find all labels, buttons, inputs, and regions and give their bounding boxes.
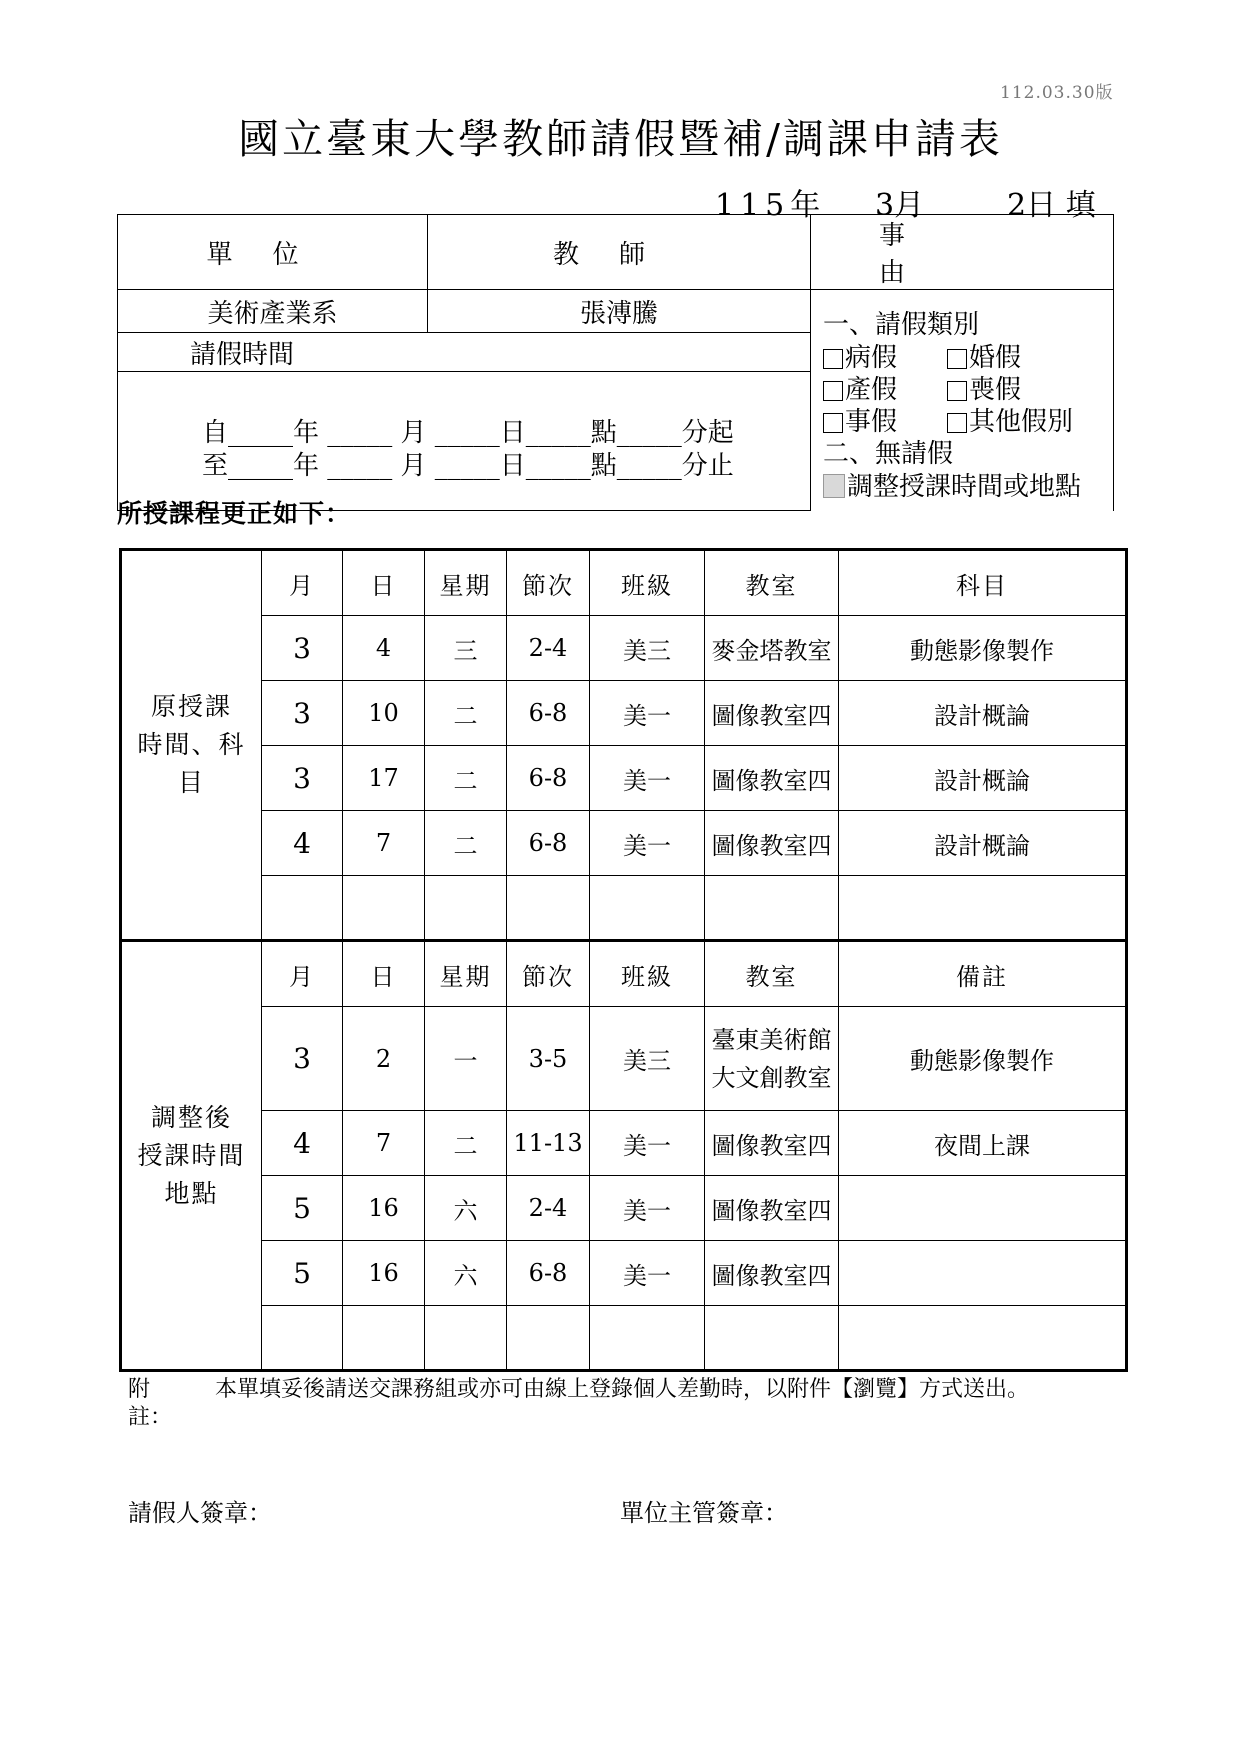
date-year: 115年 xyxy=(715,188,827,223)
class-cell: 美一 xyxy=(590,1111,705,1176)
subject-cell: 設計概論 xyxy=(839,681,1127,746)
applicant-signature-label: 請假人簽章： xyxy=(128,1500,272,1527)
period-cell: 2-4 xyxy=(507,1176,590,1241)
empty-cell[interactable] xyxy=(343,876,425,941)
table-row xyxy=(121,746,1127,811)
day-cell: 7 xyxy=(343,811,425,876)
date-day: 2日 填 xyxy=(1007,188,1096,223)
col-room-header: 教室 xyxy=(705,550,839,616)
period-cell: 2-4 xyxy=(507,616,590,681)
room-cell: 圖像教室四 xyxy=(705,811,839,876)
weekday-cell: 二 xyxy=(425,681,507,746)
room-cell: 圖像教室四 xyxy=(705,1241,839,1306)
leave-type-heading: 一、請假類別 xyxy=(823,310,980,340)
period-cell: 6-8 xyxy=(507,1241,590,1306)
period-cell: 6-8 xyxy=(507,811,590,876)
note-label-top: 附 xyxy=(128,1376,151,1401)
class-cell: 美一 xyxy=(590,811,705,876)
month-cell: 5 xyxy=(262,1176,343,1241)
note-cell xyxy=(839,1241,1127,1306)
empty-cell[interactable] xyxy=(262,1306,343,1371)
room-cell: 圖像教室四 xyxy=(705,1176,839,1241)
weekday-cell: 二 xyxy=(425,1111,507,1176)
class-cell: 美一 xyxy=(590,1241,705,1306)
day-cell: 16 xyxy=(343,1241,425,1306)
course-change-table xyxy=(119,548,1128,1372)
col-class-header: 班級 xyxy=(590,941,705,1007)
empty-cell[interactable] xyxy=(507,876,590,941)
sick-leave-checkbox[interactable]: 病假 xyxy=(823,343,897,373)
month-cell: 3 xyxy=(262,746,343,811)
empty-cell[interactable] xyxy=(343,1306,425,1371)
date-month: 3月 xyxy=(875,188,925,223)
month-cell: 5 xyxy=(262,1241,343,1306)
col-class-header: 班級 xyxy=(590,550,705,616)
table-row xyxy=(121,681,1127,746)
month-cell: 4 xyxy=(262,811,343,876)
adjust-schedule-checkbox[interactable]: 調整授課時間或地點 xyxy=(823,472,1081,502)
room-cell: 圖像教室四 xyxy=(705,746,839,811)
day-cell: 7 xyxy=(343,1111,425,1176)
adjusted-section xyxy=(121,941,1127,1371)
empty-cell[interactable] xyxy=(425,876,507,941)
day-cell: 17 xyxy=(343,746,425,811)
page-title: 國立臺東大學教師請假暨補/調課申請表 xyxy=(238,115,1003,163)
weekday-cell: 二 xyxy=(425,811,507,876)
empty-row xyxy=(121,876,1127,941)
col-period-header: 節次 xyxy=(507,550,590,616)
subject-cell: 設計概論 xyxy=(839,811,1127,876)
subject-cell: 設計概論 xyxy=(839,746,1127,811)
weekday-cell: 三 xyxy=(425,616,507,681)
col-month-header: 月 xyxy=(262,550,343,616)
no-leave-heading: 二、無請假 xyxy=(823,439,954,469)
room-cell: 圖像教室四 xyxy=(705,1111,839,1176)
section-subtitle: 所授課程更正如下： xyxy=(117,499,352,528)
class-cell: 美三 xyxy=(590,616,705,681)
empty-cell[interactable] xyxy=(839,1306,1127,1371)
col-period-header: 節次 xyxy=(507,941,590,1007)
empty-cell[interactable] xyxy=(839,876,1127,941)
other-leave-checkbox[interactable]: 其他假別 xyxy=(947,407,1073,437)
period-cell: 6-8 xyxy=(507,681,590,746)
day-cell: 16 xyxy=(343,1176,425,1241)
bereavement-leave-checkbox[interactable]: 喪假 xyxy=(947,375,1021,405)
original-section xyxy=(121,550,1127,941)
table-row xyxy=(121,811,1127,876)
month-cell: 3 xyxy=(262,616,343,681)
original-section-label: 原授課 時間、科 目 xyxy=(121,550,262,941)
table-row xyxy=(121,616,1127,681)
supervisor-signature-label: 單位主管簽章： xyxy=(620,1500,788,1527)
period-cell: 11-13 xyxy=(507,1111,590,1176)
table-row xyxy=(121,1241,1127,1306)
empty-cell[interactable] xyxy=(507,1306,590,1371)
col-room-header: 教室 xyxy=(705,941,839,1007)
weekday-cell: 六 xyxy=(425,1241,507,1306)
room-cell: 臺東美術館 大文創教室 xyxy=(705,1007,839,1111)
leave-to-line[interactable]: 至_____年 _____ 月 _____日_____點_____分止 xyxy=(202,451,734,481)
leave-from-line[interactable]: 自_____年 _____ 月 _____日_____點_____分起 xyxy=(202,418,734,448)
class-cell: 美一 xyxy=(590,681,705,746)
col-day-header: 日 xyxy=(343,550,425,616)
empty-cell[interactable] xyxy=(705,1306,839,1371)
unit-header: 單位 xyxy=(118,215,428,290)
empty-cell[interactable] xyxy=(590,876,705,941)
leave-time-fields xyxy=(118,372,811,511)
teacher-value[interactable]: 張溥騰 xyxy=(428,290,811,333)
note-cell: 夜間上課 xyxy=(839,1111,1127,1176)
empty-cell[interactable] xyxy=(262,876,343,941)
col-day-header: 日 xyxy=(343,941,425,1007)
note-cell xyxy=(839,1176,1127,1241)
table-row xyxy=(121,1007,1127,1111)
month-cell: 4 xyxy=(262,1111,343,1176)
note-text: 本單填妥後請送交課務組或亦可由線上登錄個人差勤時，以附件【瀏覽】方式送出。 xyxy=(215,1376,1030,1401)
maternity-leave-checkbox[interactable]: 產假 xyxy=(823,375,897,405)
empty-cell[interactable] xyxy=(590,1306,705,1371)
table-row xyxy=(121,1111,1127,1176)
weekday-cell: 六 xyxy=(425,1176,507,1241)
leave-time-label: 請假時間 xyxy=(118,333,811,372)
unit-value[interactable]: 美術產業系 xyxy=(118,290,428,333)
adjusted-section-label: 調整後 授課時間 地點 xyxy=(121,941,262,1371)
month-cell: 3 xyxy=(262,1007,343,1111)
col-subject-header: 科目 xyxy=(839,550,1127,616)
class-cell: 美三 xyxy=(590,1007,705,1111)
form-version: 112.03.30版 xyxy=(1000,83,1114,103)
weekday-cell: 二 xyxy=(425,746,507,811)
day-cell: 4 xyxy=(343,616,425,681)
room-cell: 麥金塔教室 xyxy=(705,616,839,681)
note-cell: 動態影像製作 xyxy=(839,1007,1127,1111)
col-weekday-header: 星期 xyxy=(425,941,507,1007)
class-cell: 美一 xyxy=(590,746,705,811)
col-note-header: 備註 xyxy=(839,941,1127,1007)
applicant-info-table xyxy=(117,214,1114,511)
marriage-leave-checkbox[interactable]: 婚假 xyxy=(947,343,1021,373)
day-cell: 2 xyxy=(343,1007,425,1111)
teacher-header: 教師 xyxy=(428,215,811,290)
reason-cell xyxy=(811,290,1114,511)
col-weekday-header: 星期 xyxy=(425,550,507,616)
day-cell: 10 xyxy=(343,681,425,746)
room-cell: 圖像教室四 xyxy=(705,681,839,746)
period-cell: 6-8 xyxy=(507,746,590,811)
table-row xyxy=(121,1176,1127,1241)
personal-leave-checkbox[interactable]: 事假 xyxy=(823,407,897,437)
empty-cell[interactable] xyxy=(425,1306,507,1371)
weekday-cell: 一 xyxy=(425,1007,507,1111)
reason-header: 事由 xyxy=(811,215,1114,290)
note-label-bottom: 註： xyxy=(128,1404,173,1429)
subject-cell: 動態影像製作 xyxy=(839,616,1127,681)
class-cell: 美一 xyxy=(590,1176,705,1241)
month-cell: 3 xyxy=(262,681,343,746)
col-month-header: 月 xyxy=(262,941,343,1007)
period-cell: 3-5 xyxy=(507,1007,590,1111)
empty-row xyxy=(121,1306,1127,1371)
empty-cell[interactable] xyxy=(705,876,839,941)
